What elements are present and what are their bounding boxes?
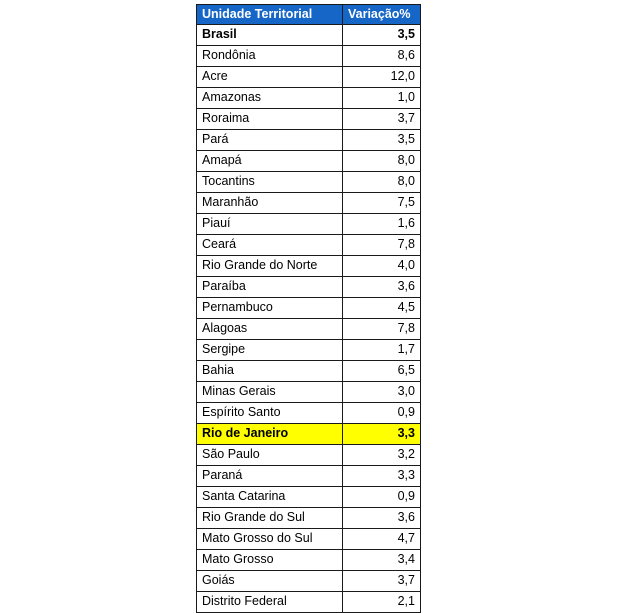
table-row xyxy=(197,571,421,592)
table-row xyxy=(197,445,421,466)
cell-territorial-unit: Roraima xyxy=(197,109,343,130)
table-row xyxy=(197,550,421,571)
cell-territorial-unit: Rio de Janeiro xyxy=(197,424,343,445)
table-row xyxy=(197,214,421,235)
cell-variation-percent: 3,6 xyxy=(343,277,421,298)
cell-variation-percent: 8,0 xyxy=(343,151,421,172)
cell-variation-percent: 1,7 xyxy=(343,340,421,361)
table-row xyxy=(197,277,421,298)
column-header-territorial-unit: Unidade Territorial xyxy=(197,5,343,25)
cell-territorial-unit: Acre xyxy=(197,67,343,88)
cell-territorial-unit: Rio Grande do Sul xyxy=(197,508,343,529)
cell-territorial-unit: Minas Gerais xyxy=(197,382,343,403)
table-row xyxy=(197,67,421,88)
table-row xyxy=(197,529,421,550)
cell-variation-percent: 12,0 xyxy=(343,67,421,88)
cell-variation-percent: 4,7 xyxy=(343,529,421,550)
cell-variation-percent: 3,7 xyxy=(343,109,421,130)
table-header-row xyxy=(197,5,421,25)
cell-territorial-unit: Alagoas xyxy=(197,319,343,340)
table-row xyxy=(197,298,421,319)
variation-table-container xyxy=(196,4,420,613)
table-row xyxy=(197,25,421,46)
table-row xyxy=(197,319,421,340)
cell-variation-percent: 3,5 xyxy=(343,25,421,46)
cell-territorial-unit: Paraná xyxy=(197,466,343,487)
cell-variation-percent: 3,6 xyxy=(343,508,421,529)
cell-territorial-unit: Piauí xyxy=(197,214,343,235)
table-row xyxy=(197,130,421,151)
cell-variation-percent: 3,0 xyxy=(343,382,421,403)
cell-territorial-unit: Pará xyxy=(197,130,343,151)
table-row xyxy=(197,151,421,172)
table-row xyxy=(197,46,421,67)
table-row xyxy=(197,592,421,613)
cell-territorial-unit: Mato Grosso xyxy=(197,550,343,571)
cell-variation-percent: 4,5 xyxy=(343,298,421,319)
column-header-variation-percent: Variação% xyxy=(343,5,421,25)
cell-territorial-unit: Amazonas xyxy=(197,88,343,109)
table-row xyxy=(197,487,421,508)
cell-variation-percent: 6,5 xyxy=(343,361,421,382)
table-body xyxy=(197,25,421,613)
cell-variation-percent: 8,6 xyxy=(343,46,421,67)
cell-territorial-unit: Tocantins xyxy=(197,172,343,193)
cell-variation-percent: 3,3 xyxy=(343,424,421,445)
table-row xyxy=(197,361,421,382)
cell-variation-percent: 3,3 xyxy=(343,466,421,487)
cell-territorial-unit: Distrito Federal xyxy=(197,592,343,613)
cell-territorial-unit: Bahia xyxy=(197,361,343,382)
cell-variation-percent: 7,5 xyxy=(343,193,421,214)
cell-territorial-unit: Mato Grosso do Sul xyxy=(197,529,343,550)
territorial-variation-table xyxy=(196,4,421,613)
cell-territorial-unit: Sergipe xyxy=(197,340,343,361)
cell-variation-percent: 1,6 xyxy=(343,214,421,235)
table-row xyxy=(197,256,421,277)
cell-variation-percent: 0,9 xyxy=(343,487,421,508)
cell-variation-percent: 7,8 xyxy=(343,235,421,256)
table-row xyxy=(197,466,421,487)
table-row xyxy=(197,508,421,529)
table-row xyxy=(197,88,421,109)
table-row xyxy=(197,382,421,403)
cell-variation-percent: 0,9 xyxy=(343,403,421,424)
cell-variation-percent: 3,4 xyxy=(343,550,421,571)
cell-territorial-unit: Espírito Santo xyxy=(197,403,343,424)
table-row xyxy=(197,235,421,256)
table-row xyxy=(197,340,421,361)
cell-territorial-unit: Rio Grande do Norte xyxy=(197,256,343,277)
table-row xyxy=(197,193,421,214)
cell-territorial-unit: Rondônia xyxy=(197,46,343,67)
cell-territorial-unit: Pernambuco xyxy=(197,298,343,319)
cell-variation-percent: 2,1 xyxy=(343,592,421,613)
table-row xyxy=(197,403,421,424)
cell-variation-percent: 4,0 xyxy=(343,256,421,277)
cell-territorial-unit: Goiás xyxy=(197,571,343,592)
cell-territorial-unit: Santa Catarina xyxy=(197,487,343,508)
cell-territorial-unit: Brasil xyxy=(197,25,343,46)
cell-territorial-unit: Paraíba xyxy=(197,277,343,298)
cell-territorial-unit: São Paulo xyxy=(197,445,343,466)
table-header xyxy=(197,5,421,25)
cell-territorial-unit: Maranhão xyxy=(197,193,343,214)
cell-variation-percent: 8,0 xyxy=(343,172,421,193)
table-row xyxy=(197,172,421,193)
cell-variation-percent: 7,8 xyxy=(343,319,421,340)
cell-variation-percent: 1,0 xyxy=(343,88,421,109)
table-row xyxy=(197,424,421,445)
cell-variation-percent: 3,5 xyxy=(343,130,421,151)
cell-territorial-unit: Ceará xyxy=(197,235,343,256)
cell-variation-percent: 3,2 xyxy=(343,445,421,466)
cell-territorial-unit: Amapá xyxy=(197,151,343,172)
table-row xyxy=(197,109,421,130)
cell-variation-percent: 3,7 xyxy=(343,571,421,592)
